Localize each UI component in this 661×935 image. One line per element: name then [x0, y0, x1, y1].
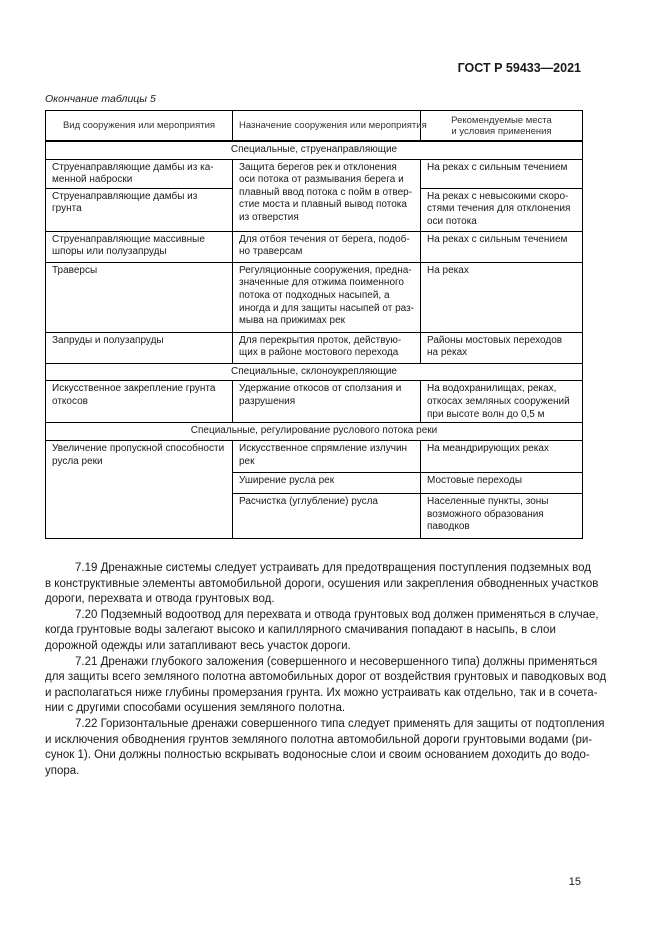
text-line: Рекомендуемые места	[451, 114, 552, 126]
text-line: Районы мостовых переходов	[427, 334, 563, 346]
table-cell	[46, 159, 233, 188]
table-row	[46, 231, 583, 262]
table-cell	[46, 231, 233, 262]
text-line: Искусственное закрепление грунта	[52, 383, 216, 395]
paragraph-line: и располагаться ниже глубины промерзания грунта. Их можно устраивать как отдельно, так и в сочета-	[45, 686, 598, 699]
paragraph-line: сунок 1). Они должны полностью вскрывать водоносные слои и своим основанием доходить до водо-	[45, 749, 590, 762]
text-line: Струенаправляющие дамбы из	[52, 190, 198, 202]
table-cell	[233, 262, 421, 332]
text-line: Населенные пункты, зоны	[427, 495, 549, 507]
text-line: На реках с невысокими скоро-	[427, 190, 569, 202]
text-line: Специальные, струенаправляющие	[230, 144, 398, 155]
text-line: Струенаправляющие дамбы из ка-	[52, 161, 214, 173]
text-line: значенные для отжима поименного	[239, 277, 404, 289]
section-row	[46, 423, 583, 441]
table-row	[46, 332, 583, 363]
text-line: потока от подходных насыпей, а	[239, 289, 390, 301]
text-line: грунта	[52, 203, 82, 215]
text-line: Искусственное спрямление излучин	[239, 442, 408, 454]
table-cell	[233, 159, 421, 231]
paragraph	[45, 717, 605, 779]
table-caption: Окончание таблицы 5	[45, 93, 156, 105]
paragraph-line: когда грунтовые воды залегают высоко и капиллярного смачивания попадают в насыпь, в слои	[45, 624, 556, 637]
table-cell	[233, 440, 421, 472]
text-line: Специальные, склоноукрепляющие	[231, 365, 397, 377]
table-cell	[46, 188, 233, 231]
table-cell	[421, 231, 583, 262]
column-header	[421, 111, 583, 142]
text-line: Назначение сооружения или мероприятия	[239, 120, 427, 132]
text-line: откосов	[52, 395, 88, 407]
text-line: Для перекрытия проток, действую-	[239, 334, 402, 346]
paragraph	[45, 655, 607, 717]
standard-code: ГОСТ Р 59433—2021	[457, 61, 581, 75]
table-cell	[46, 440, 233, 538]
text-line: Уширение русла рек	[239, 474, 335, 486]
text-line: Увеличение пропускной способности	[52, 442, 225, 454]
table-cell	[233, 231, 421, 262]
table-cell	[421, 472, 583, 493]
text-line: Удержание откосов от сползания и	[239, 383, 402, 395]
paragraph-line: дорожной одежды или затапливают весь участок дороги.	[45, 639, 351, 652]
text-line: плавный ввод потока с пойм в отвер-	[239, 186, 413, 198]
table-cell	[421, 440, 583, 472]
table-row	[46, 440, 583, 472]
paragraph-line: 7.20 Подземный водоотвод для перехвата и отвода грунтовых вод должен применяться в случае,	[75, 608, 599, 621]
table-cell	[233, 493, 421, 538]
table-cell	[421, 262, 583, 332]
section-title	[46, 423, 583, 441]
text-line: при высоте волн до 0,5 м	[427, 408, 545, 420]
text-line: Для отбоя течения от берега, подоб-	[239, 233, 410, 245]
paragraph-line: 7.19 Дренажные системы следует устраивать для предотвращения поступления подземных вод	[75, 562, 591, 574]
table-cell	[421, 493, 583, 538]
table-cell	[46, 332, 233, 363]
body-text	[45, 561, 607, 779]
text-line: менной наброски	[52, 174, 133, 186]
text-line: паводков	[427, 521, 470, 533]
paragraph-line: упора.	[45, 764, 80, 777]
paragraph-line: дороги, перехвата и отвода грунтовых вод.	[45, 593, 275, 606]
header-row	[46, 111, 583, 142]
paragraph-line: 7.21 Дренажи глубокого заложения (совершенного и несовершенного типа) должны применяться	[75, 655, 598, 668]
text-line: шпоры или полузапруды	[52, 246, 167, 258]
text-line: Траверсы	[52, 264, 98, 276]
text-line: На реках с сильным течением	[427, 233, 568, 245]
text-line: и условия применения	[451, 126, 552, 137]
section-title	[46, 141, 583, 159]
text-line: Запруды и полузапруды	[52, 334, 164, 346]
text-line: На реках	[427, 264, 469, 276]
text-line: щих в районе мостового перехода	[239, 347, 399, 359]
paragraph	[45, 561, 599, 608]
text-line: Струенаправляющие массивные	[52, 233, 205, 245]
paragraph-line: в конструктивные элементы автомобильной дороги, осушения или закрепления обводненных участков	[45, 577, 599, 590]
text-line: стие моста и плавный вывод потока	[239, 199, 407, 211]
text-line: Расчистка (углубление) русла	[239, 495, 378, 507]
section-row	[46, 141, 583, 159]
table-cell	[233, 472, 421, 493]
paragraph-line: для защиты всего земляного полотна автомобильных дорог от воздействия грунтовых и паводковых вод	[45, 671, 607, 684]
table-row	[46, 262, 583, 332]
column-header	[46, 111, 233, 142]
text-line: рек	[239, 455, 255, 467]
text-line: Регуляционные сооружения, предна-	[239, 264, 412, 276]
text-line: На реках с сильным течением	[427, 161, 568, 173]
table-cell	[421, 159, 583, 188]
paragraph-line: 7.22 Горизонтальные дренажи совершенного типа следует применять для защиты от подтопления	[75, 717, 605, 730]
column-header	[233, 111, 427, 142]
table-cell	[421, 332, 583, 363]
text-line: стями течения для отклонения	[427, 203, 571, 215]
table-body	[46, 141, 583, 538]
text-line: возможного образования	[427, 508, 544, 520]
table-cell	[421, 381, 583, 423]
text-line: Мостовые переходы	[427, 474, 523, 486]
paragraph-line: нии с другими способами осушения земляного полотна.	[45, 702, 346, 715]
text-line: На меандрирующих реках	[427, 442, 549, 454]
section-title	[46, 363, 583, 381]
text-line: но траверсам	[239, 246, 303, 258]
text-line: откосах земляных сооружений	[427, 395, 570, 407]
paragraph	[45, 608, 599, 655]
text-line: Вид сооружения или мероприятия	[62, 120, 216, 132]
text-line: разрушения	[239, 395, 296, 407]
text-line: Защита берегов рек и отклонения	[239, 161, 397, 173]
table-row	[46, 159, 583, 188]
table-header	[46, 111, 583, 142]
text-line: русла реки	[52, 455, 103, 467]
table-cell	[46, 262, 233, 332]
table-row	[46, 381, 583, 423]
text-line: иногда и для защиты насыпей от раз-	[239, 302, 415, 314]
table-cell	[421, 188, 583, 231]
text-line: Специальные, регулирование руслового потока реки	[190, 425, 438, 437]
text-line: мыва на прижимах рек	[239, 315, 346, 327]
text-line: оси потока	[427, 215, 477, 227]
structures-table	[45, 110, 583, 539]
table-cell	[233, 332, 421, 363]
text-line: из отверстия	[239, 211, 299, 223]
page-number: 15	[568, 876, 581, 888]
text-line: оси потока от размывания берега и	[239, 174, 404, 186]
text-line: на реках	[427, 347, 468, 359]
table-cell	[46, 381, 233, 423]
paragraph-line: и исключения обводнения грунтов земляного полотна автомобильной дороги грунтовыми водами (ри-	[45, 733, 593, 746]
table-cell	[233, 381, 421, 423]
text-line: На водохранилищах, реках,	[427, 383, 557, 395]
section-row	[46, 363, 583, 381]
